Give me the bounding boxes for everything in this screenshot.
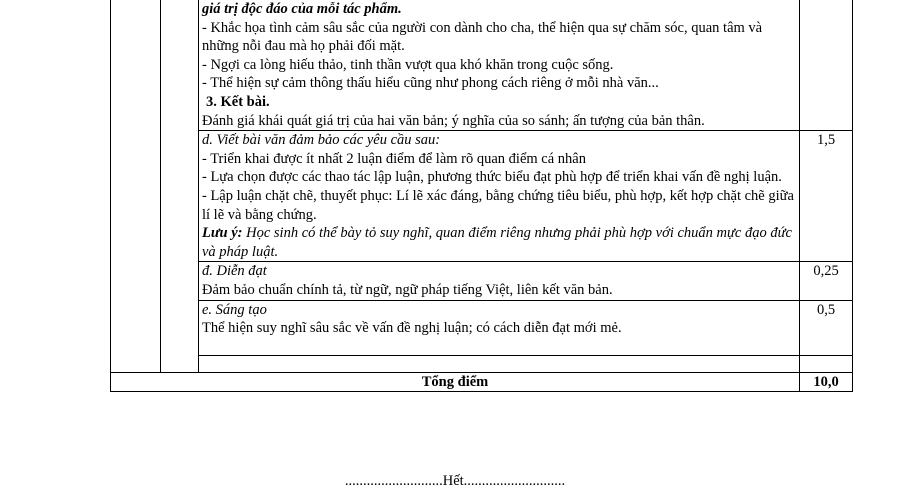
bullet-item: - Ngợi ca lòng hiếu thảo, tinh thần vượt qua khó khăn trong cuộc sống. — [202, 56, 614, 73]
section-d-title: d. Viết bài văn đảm bảo các yêu cầu sau: — [202, 132, 441, 149]
empty-score-cell — [800, 355, 853, 372]
row-total — [111, 372, 853, 392]
row-section-d — [111, 131, 853, 262]
bullet-item: - Thể hiện sự cảm thông thấu hiểu cũng như phong cách riêng ở mỗi nhà văn... — [202, 75, 659, 92]
section-dd-title: đ. Diễn đạt — [202, 263, 267, 280]
rubric-table — [110, 0, 853, 392]
score-cell-empty — [800, 0, 853, 131]
bullet-item: - Lựa chọn được các thao tác lập luận, phương thức biểu đạt phù hợp để triển khai vấn đề nghị luận. — [202, 169, 782, 186]
bullet-item: - Triển khai được ít nhất 2 luận điểm để làm rõ quan điểm cá nhân — [202, 150, 586, 167]
section-e-text: Thể hiện suy nghĩ sâu sắc về vấn đề nghị luận; có cách diễn đạt mới mẻ. — [202, 320, 622, 337]
content-cell-e — [199, 300, 800, 355]
note — [202, 224, 796, 261]
section-e-title: e. Sáng tạo — [202, 301, 267, 318]
total-value: 10,0 — [800, 372, 853, 392]
row-content-top — [111, 0, 853, 131]
end-marker: ...........................Hết............................ — [344, 473, 566, 489]
row-section-e — [111, 300, 853, 355]
score-cell-e: 0,5 — [800, 300, 853, 355]
score-cell-d: 1,5 — [800, 131, 853, 262]
col-question-cell — [161, 0, 199, 372]
total-label: Tổng điểm — [111, 372, 800, 392]
section-heading: giá trị độc đáo của mỗi tác phẩm. — [202, 1, 402, 17]
section-dd-text: Đảm bảo chuẩn chính tả, từ ngữ, ngữ pháp tiếng Việt, liên kết văn bản. — [202, 281, 613, 298]
score-cell-dd: 0,25 — [800, 262, 853, 300]
note-label: Lưu ý: — [202, 225, 243, 242]
bullet-item: - Khắc họa tình cảm sâu sắc của người con dành cho cha, thể hiện qua sự chăm sóc, quan tâm và những nỗi đau mà họ phải đối mặt. — [202, 19, 763, 55]
bullet-item: - Lập luận chặt chẽ, thuyết phục: Lí lẽ xác đáng, bằng chứng tiêu biểu, phù hợp, kết hợp chặt chẽ giữa lí lẽ và bằng chứng. — [202, 187, 794, 223]
content-cell-d — [199, 131, 800, 262]
col-part-cell — [111, 0, 161, 372]
note-text: Học sinh có thể bày tỏ suy nghĩ, quan điểm riêng nhưng phải phù hợp với chuẩn mực đạo đức và pháp luật. — [202, 225, 792, 260]
content-cell-dd — [199, 262, 800, 300]
conclusion-text: Đánh giá khái quát giá trị của hai văn bản; ý nghĩa của so sánh; ấn tượng của bản thân. — [202, 112, 705, 129]
row-empty — [111, 355, 853, 372]
row-section-dd — [111, 262, 853, 300]
empty-cell — [199, 355, 800, 372]
content-cell-top — [199, 0, 800, 131]
conclusion-title: 3. Kết bài. — [206, 93, 270, 110]
